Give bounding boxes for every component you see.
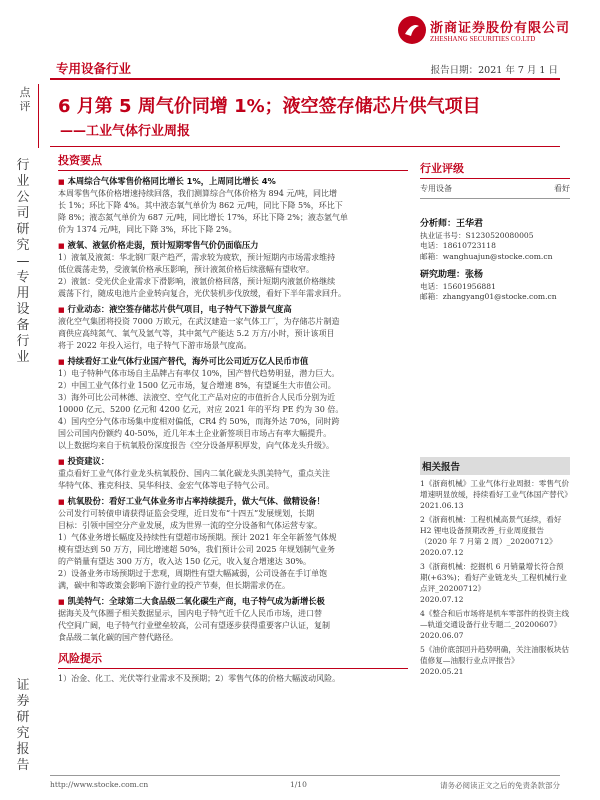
related-report[interactable]	[420, 608, 570, 641]
paragraph-line: 以上数据均来自于杭氧股份深度报告《空分设备厚积厚发，向气体龙头升级》。	[58, 441, 334, 450]
vertical-report-label: 证券研究报告	[16, 678, 30, 773]
block-hangyang	[58, 495, 408, 592]
report-subtitle: ——工业气体行业周报	[60, 124, 191, 139]
paragraph-line: 降 8%；液态氮气单价为 687 元/吨，同比增长 17%，环比下降 2%；液态氩气单	[58, 213, 348, 222]
paragraph-line: 食品级二氧化碳的国产替代路径。	[58, 633, 178, 642]
block-bullet: ■ 凯美特气：全球第二大食品级二氧化碳生产商，电子特气成为新增长极	[58, 595, 408, 608]
paragraph-line: 国公司国内份额约 40-50%，近几年本土企业新签项目市场占有率大幅提升。	[58, 429, 332, 438]
related-report[interactable]	[420, 644, 570, 677]
assistant-name: 研究助理：张杨	[420, 270, 484, 280]
industry-tag: 专用设备行业	[56, 61, 132, 76]
company-name-en: ZHESHANG SECURITIES CO.LTD	[430, 35, 536, 43]
company-name-cn: 浙商证券股份有限公司	[430, 21, 571, 36]
risk-text: 1）冶金、化工、光伏等行业需求不及预期；2）零售气体的价格大幅波动风险。	[58, 674, 341, 683]
paragraph-line: 1）气体业务增长幅度及持续性有望超市场预期。预计 2021 年全年新签气体规	[58, 533, 337, 542]
block-bullet: ■ 行业动态：液空签存储芯片供气项目，电子特气下游景气度高	[58, 303, 408, 316]
related-report[interactable]	[420, 561, 570, 605]
block-kaimeite	[58, 595, 408, 644]
logo-icon	[398, 16, 426, 44]
block-bullet: ■ 杭氧股份：看好工业气体业务市占率持续提升，做大气体、做精设备！	[58, 495, 408, 508]
paragraph-line: 本周零售气体价格增速持续回落，我们测算综合气体价格为 894 元/吨，同比增	[58, 189, 338, 198]
assistant-phone: 电话：15601956881	[420, 281, 496, 291]
paragraph-line: 模有望达到 50 万方，同比增速超 50%，我们预计公司 2025 年规划制气业务	[58, 545, 336, 554]
paragraph-line: 价为 1374 元/吨，同比下降 3%，环比下降 2%。	[58, 225, 237, 234]
paragraph-line: 目标：引领中国空分产业发展，成为世界一流的空分设备和气体运营专家。	[58, 521, 322, 530]
report-title: 6 月第 5 周气价同增 1%；液空签存储芯片供气项目	[58, 96, 481, 117]
page-number: 1/10	[290, 780, 307, 789]
analyst-cert: 执业证书号：S1230520080005	[420, 230, 534, 240]
header-divider	[50, 78, 560, 80]
block-price	[58, 175, 408, 236]
block-investment-advice	[58, 455, 408, 492]
block-bullet: ■ 本周综合气体零售价格同比增长 1%，上周同比增长 4%	[58, 175, 408, 188]
block-outlook	[58, 239, 408, 300]
footer-divider	[50, 775, 560, 776]
related-report[interactable]	[420, 478, 570, 511]
paragraph-line: 3）海外可比公司林德、法液空、空气化工产品对应的市值折合人民币分别为近	[58, 393, 336, 402]
paragraph-line: 液化空气集团将投资 7000 万欧元，在武汉建造一家气体工厂，为存储芯片制造	[58, 317, 340, 326]
paragraph-line: 华特气体、雅克科技、昊华科技、金宏气体等电子特气公司。	[58, 481, 274, 490]
disclaimer-note: 请务必阅读正文之后的免责条款部分	[440, 781, 560, 790]
paragraph-line: 公司发行可转债申请获得证监会受理，近日发布“十四五”发展规划，长期	[58, 509, 315, 518]
related-report-date: 2020.07.12	[420, 547, 464, 557]
left-accent-line	[38, 84, 39, 148]
paragraph-line: 2）中国工业气体行业 1500 亿元市场，复合增速 8%，有望诞生大市值公司。	[58, 381, 336, 390]
block-bullet: ■ 持续看好工业气体行业国产替代，海外可比公司近万亿人民币市值	[58, 355, 408, 368]
paragraph-line: 1）电子特种气体市场自主品牌占有率仅 10%，国产替代趋势明显，潜力巨大。	[58, 369, 340, 378]
paragraph-line: 将于 2022 年投入运行，电子特气下游市场景气度高。	[58, 341, 252, 350]
related-reports-heading: 相关报告	[420, 457, 570, 475]
analyst-info	[420, 219, 570, 303]
title-divider	[50, 146, 560, 147]
paragraph-line: 商供应高纯氮气、氧气及氩气等，其中氮气产能达 5.2 万方/小时，预计该项目	[58, 329, 335, 338]
paragraph-line: 4）国内空分气体市场集中度相对偏低，CR4 约 50%，而海外达 70%，同时跨	[58, 417, 340, 426]
rating-row	[420, 179, 570, 199]
block-bullet: ■ 投资建议：	[58, 455, 408, 468]
analyst-name: 分析师：王华君	[420, 219, 484, 229]
block-industry-news	[58, 303, 408, 352]
analyst-email[interactable]: 邮箱：wanghuajun@stocke.com.cn	[420, 251, 553, 261]
paragraph-line: 长 1%；环比下降 4%。其中液态氧气单价为 862 元/吨，同比下降 5%，环比下	[58, 201, 343, 210]
paragraph-line: 10000 亿元、5200 亿元和 4200 亿元，对应 2021 年的平均 PE 约为 30 倍。	[58, 405, 344, 414]
related-report-title[interactable]: 2《浙商机械：工程机械高景气延续，看好 H2 锂电设备预期改善_行业周度报告（2020 年 7 月第 2 周）_20200712》	[420, 514, 562, 546]
related-report-date: 2021.06.13	[420, 500, 464, 510]
risk-heading: 风险提示	[58, 650, 408, 669]
investment-heading: 投资要点	[58, 152, 408, 171]
block-bullet: ■ 液氧、液氩价格走弱，预计短期零售气价仍面临压力	[58, 239, 408, 252]
related-report-title[interactable]: 5《油价底部回升趋势明确，关注油服板块估值修复—油服行业点评报告》	[420, 644, 570, 665]
related-report-date: 2020.06.07	[420, 630, 464, 640]
rating-value: 看好	[554, 184, 570, 193]
paragraph-line: 重点看好工业气体行业龙头杭氧股份、国内二氧化碳龙头凯美特气，重点关注	[58, 469, 330, 478]
rating-heading: 行业评级	[420, 160, 570, 179]
paragraph-line: 2）设备业务市场预期过于悲观，周期性有望大幅减弱，公司设备在手订单饱	[58, 569, 328, 578]
related-report-date: 2020.05.21	[420, 666, 464, 676]
rating-sector: 专用设备	[420, 184, 452, 193]
assistant-email[interactable]: 邮箱：zhangyang01@stocke.com.cn	[420, 292, 557, 301]
block-domestic-substitution	[58, 355, 408, 452]
assistant-info	[420, 270, 570, 303]
related-report-title[interactable]: 3《浙商机械：挖掘机 6 月销量增长符合预期(+63%)；看好产业链龙头_工程机械行业点评_20200712》	[420, 561, 567, 593]
paragraph-line: 据海关及气体圈子相关数据显示，国内电子特气近千亿人民币市场，进口替	[58, 609, 322, 618]
vertical-category-label: 行业公司研究—专用设备行业	[16, 158, 30, 365]
related-report-title[interactable]: 4《整合和后市场将是机车零部件的投资主线—轨道交通设备行业专题二_20200607》	[420, 608, 570, 629]
paragraph-line: 代空间广阔，电子特气行业壁垒较高，公司有望逐步获得重要客户认证，复制	[58, 621, 330, 630]
paragraph-line: 的产销量有望达 300 万方，收入达 150 亿元，收入复合增速达 30%。	[58, 557, 312, 566]
related-report[interactable]	[420, 514, 570, 558]
paragraph-line: 2）液氩：受光伏企业需求下滑影响，液氩价格回落，预计短期内液氩价格继续	[58, 277, 336, 286]
company-logo	[398, 14, 571, 48]
analyst-phone: 电话：18610723118	[420, 241, 496, 250]
main-content	[58, 152, 408, 685]
sidebar	[420, 160, 570, 677]
paragraph-line: 低位震荡走势，受液氧价格承压影响，预计液氮价格后续涨幅有望收窄。	[58, 265, 314, 274]
related-report-title[interactable]: 1《浙商机械》工业气体行业周报：零售气价增速明显放缓，持续看好工业气体国产替代》	[420, 478, 572, 499]
paragraph-line: 震荡下行，随成电池片企业转向复合，光伏装机步伐放缓，看好下半年需求回升。	[58, 289, 346, 298]
paragraph-line: 满，碳中和等政策会影响下游行业的投产节奏，但长期需求仍在。	[58, 581, 290, 590]
footer-url[interactable]: http://www.stocke.com.cn	[50, 780, 149, 789]
related-report-date: 2020.07.12	[420, 594, 464, 604]
paragraph-line: 1）液氧及液氮：华北钢厂限产趋严，需求较为疲软，预计短期内市场需求维持	[58, 253, 336, 262]
report-date: 报告日期：2021 年 7 月 1 日	[430, 65, 558, 76]
report-type-tag: 点评	[19, 86, 31, 113]
